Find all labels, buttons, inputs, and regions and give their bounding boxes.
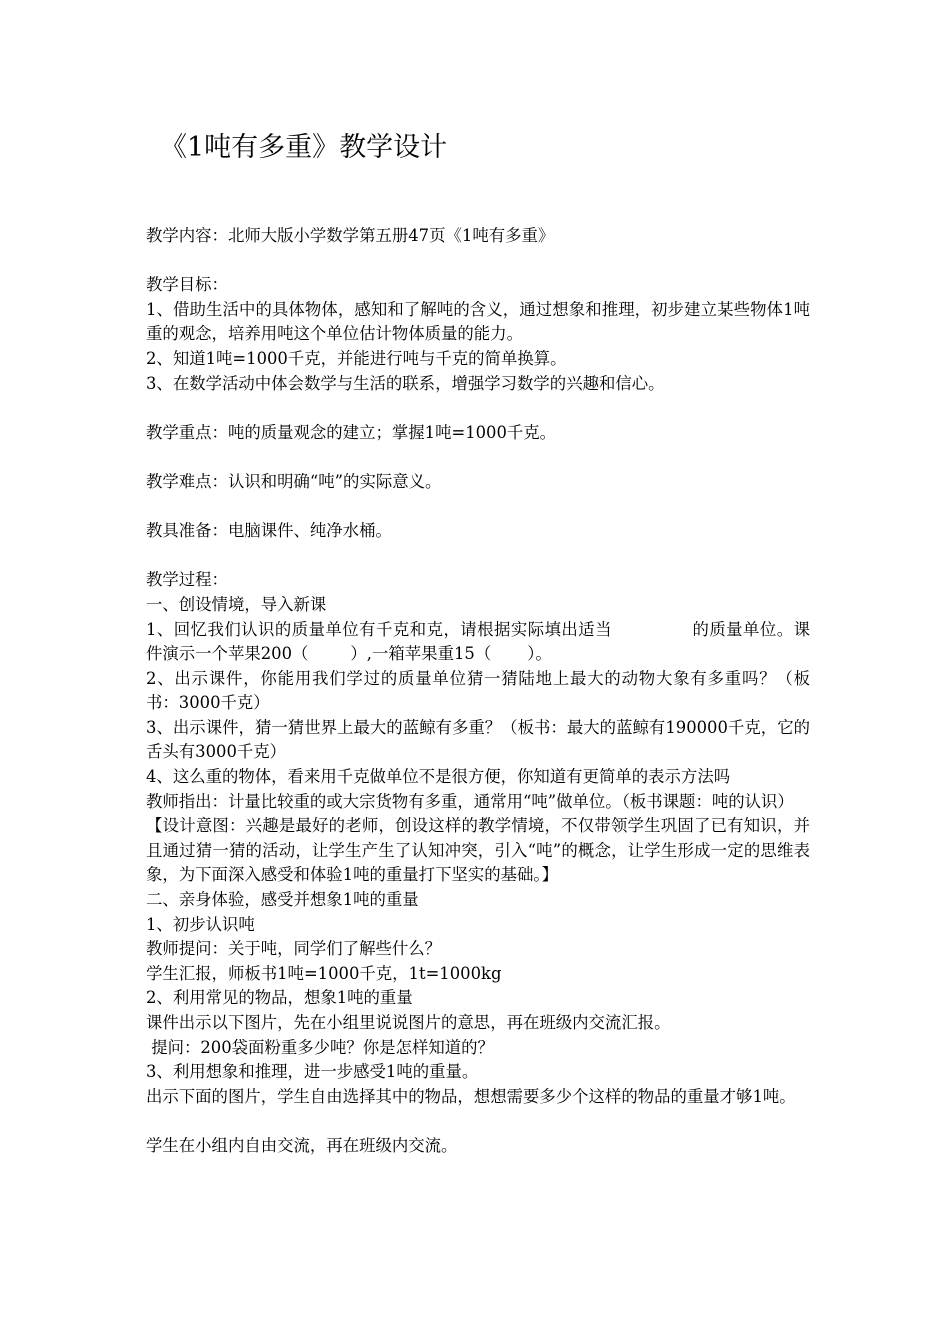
section2-sub1-report: 学生汇报，师板书1吨=1000千克，1t=1000kg bbox=[146, 963, 502, 983]
section1-item-1-part1: 1、回忆我们认识的质量单位有千克和克，请根据实际填出适当 bbox=[146, 619, 612, 639]
paragraph-gap bbox=[146, 495, 810, 520]
teacher-note: 教师指出：计量比较重的或大宗货物有多重，通常用“吨”做单位。（板书课题：吨的认识） bbox=[146, 791, 794, 811]
goal-item-2: 2、知道1吨=1000千克，并能进行吨与千克的简单换算。 bbox=[146, 348, 567, 368]
section2-sub1-heading: 1、初步认识吨 bbox=[146, 914, 255, 934]
goal-item-3: 3、在数学活动中体会数学与生活的联系，增强学习数学的兴趣和信心。 bbox=[146, 373, 665, 393]
paragraph-gap bbox=[146, 249, 810, 274]
section2-sub3-text: 出示下面的图片，学生自由选择其中的物品，想想需要多少个这样的物品的重量才够1吨。 bbox=[146, 1086, 796, 1106]
section1-item-1-part4: ）。 bbox=[527, 644, 552, 664]
document-title: 《1吨有多重》教学设计 bbox=[160, 132, 448, 163]
section1-heading: 一、创设情境，导入新课 bbox=[146, 594, 327, 614]
key-point: 教学重点：吨的质量观念的建立；掌握1吨=1000千克。 bbox=[146, 422, 557, 442]
paragraph-gap bbox=[146, 445, 810, 470]
section1-item-2: 2、出示课件，你能用我们学过的质量单位猜一猜陆地上最大的动物大象有多重吗？（板书：3000千克） bbox=[146, 668, 810, 713]
paragraph-gap bbox=[146, 396, 810, 421]
closing-line: 学生在小组内自由交流，再在班级内交流。 bbox=[146, 1135, 458, 1155]
design-intent: 【设计意图：兴趣是最好的老师，创设这样的教学情境，不仅带领学生巩固了已有知识，并且通过猜一猜的活动，让学生产生了认知冲突，引入“吨”的概念，让学生形成一定的思维表象，为下面深入感受和体验1吨的重量打下坚实的基础。】 bbox=[146, 816, 810, 885]
section2-sub2-text: 课件出示以下图片，先在小组里说说图片的意思，再在班级内交流汇报。 bbox=[146, 1013, 671, 1032]
paragraph-gap bbox=[146, 544, 810, 569]
difficulty: 教学难点：认识和明确“吨”的实际意义。 bbox=[146, 471, 442, 491]
section2-sub3-heading: 3、利用想象和推理，进一步感受1吨的重量。 bbox=[146, 1062, 479, 1082]
teaching-content: 教学内容：北师大版小学数学第五册47页《1吨有多重》 bbox=[146, 226, 555, 245]
section2-sub2-question: 提问：200袋面粉重多少吨？你是怎样知道的？ bbox=[146, 1037, 494, 1057]
process-heading: 教学过程： bbox=[146, 570, 228, 590]
goals-heading: 教学目标： bbox=[146, 275, 228, 295]
section2-heading: 二、亲身体验，感受并想象1吨的重量 bbox=[146, 890, 419, 910]
section2-sub2-heading: 2、利用常见的物品，想象1吨的重量 bbox=[146, 988, 413, 1008]
document-body bbox=[146, 224, 810, 1159]
materials: 教具准备：电脑课件、纯净水桶。 bbox=[146, 521, 392, 541]
goal-item-1: 1、借助生活中的具体物体，感知和了解吨的含义，通过想象和推理，初步建立某些物体1吨重的观念，培养用吨这个单位估计物体质量的能力。 bbox=[146, 299, 810, 344]
section1-item-1 bbox=[146, 618, 810, 667]
section1-item-3: 3、出示课件，猜一猜世界上最大的蓝鲸有多重？（板书：最大的蓝鲸有190000千克，它的舌头有3000千克） bbox=[146, 717, 810, 762]
section1-item-1-part2: 的质量单位。课件演示一个苹果200（ bbox=[146, 619, 810, 664]
section2-sub1-question: 教师提问：关于吨，同学们了解些什么？ bbox=[146, 939, 442, 959]
paragraph-gap bbox=[146, 1109, 810, 1134]
section1-item-4: 4、这么重的物体，看来用千克做单位不是很方便，你知道有更简单的表示方法吗 bbox=[146, 767, 731, 787]
section1-item-1-part3: ）,一箱苹果重15（ bbox=[350, 644, 492, 664]
